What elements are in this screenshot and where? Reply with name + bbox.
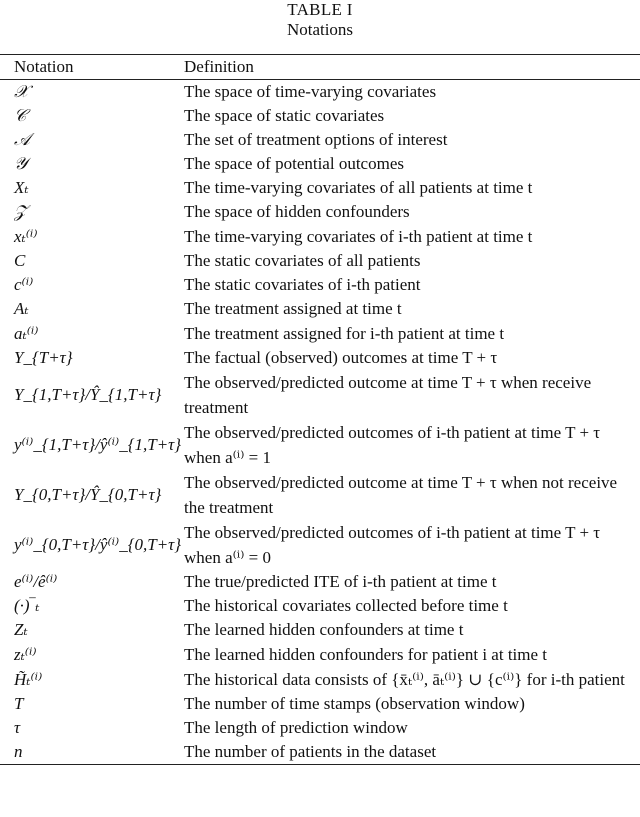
definition-cell: The length of prediction window xyxy=(184,718,408,737)
notation-cell: aₜ⁽ⁱ⁾ xyxy=(14,324,39,343)
table-row xyxy=(0,370,640,420)
definition-cell: The set of treatment options of interest xyxy=(184,130,448,149)
table-caption xyxy=(0,0,640,40)
definition-cell: The static covariates of i-th patient xyxy=(184,275,421,294)
notation-cell: Aₜ xyxy=(14,299,29,318)
notation-cell: τ xyxy=(14,718,21,737)
notation-cell: 𝒳 xyxy=(14,82,29,101)
notation-cell: C xyxy=(14,251,26,270)
table-row xyxy=(0,716,640,740)
notation-cell: n xyxy=(14,742,23,761)
definition-cell: The time-varying covariates of all patients at time t xyxy=(184,178,533,197)
definition-cell: The treatment assigned for i-th patient at time t xyxy=(184,324,505,343)
definition-cell: The observed/predicted outcomes of i-th patient at time T + τ when a⁽ⁱ⁾ = 0 xyxy=(184,523,601,567)
definition-cell: The learned hidden confounders for patient i at time t xyxy=(184,645,548,664)
table-row xyxy=(0,346,640,370)
header-notation: Notation xyxy=(14,57,74,76)
table-row xyxy=(0,520,640,570)
table-row xyxy=(0,200,640,224)
table-title: Notations xyxy=(286,20,354,39)
header-definition: Definition xyxy=(184,57,254,76)
table-row xyxy=(0,740,640,765)
definition-cell: The factual (observed) outcomes at time T + τ xyxy=(184,348,498,367)
table-row xyxy=(0,273,640,297)
definition-cell: The treatment assigned at time t xyxy=(184,299,402,318)
notation-cell: y⁽ⁱ⁾_{1,T+τ}/ŷ⁽ⁱ⁾_{1,T+τ} xyxy=(14,435,182,454)
table-row xyxy=(0,80,640,105)
table-row xyxy=(0,570,640,594)
definition-cell: The true/predicted ITE of i-th patient at time t xyxy=(184,572,497,591)
definition-cell: The observed/predicted outcomes of i-th patient at time T + τ when a⁽ⁱ⁾ = 1 xyxy=(184,423,601,467)
definition-cell: The observed/predicted outcome at time T + τ when not receive the treatment xyxy=(184,473,618,517)
notation-cell: c⁽ⁱ⁾ xyxy=(14,275,34,294)
table-row xyxy=(0,104,640,128)
definition-cell: The learned hidden confounders at time t xyxy=(184,620,464,639)
table-row xyxy=(0,594,640,618)
table-row xyxy=(0,470,640,520)
notation-cell: T xyxy=(14,694,24,713)
notation-cell: e⁽ⁱ⁾/ê⁽ⁱ⁾ xyxy=(14,572,58,591)
notation-cell: H̃ₜ⁽ⁱ⁾ xyxy=(14,669,43,689)
definition-cell: The static covariates of all patients xyxy=(184,251,421,270)
notation-cell: Xₜ xyxy=(14,178,29,197)
table-row xyxy=(0,176,640,200)
header-row xyxy=(0,55,640,80)
notation-cell: Y_{0,T+τ}/Ŷ_{0,T+τ} xyxy=(14,485,162,504)
notation-cell: 𝒵 xyxy=(14,202,27,221)
table-row xyxy=(0,667,640,692)
definition-cell: The number of time stamps (observation window) xyxy=(184,694,525,713)
notation-cell: 𝒞 xyxy=(14,106,27,125)
notation-cell: zₜ⁽ⁱ⁾ xyxy=(14,645,37,664)
definition-cell: The number of patients in the dataset xyxy=(184,742,437,761)
table-row xyxy=(0,420,640,470)
table-row xyxy=(0,692,640,716)
notation-cell: 𝒴 xyxy=(14,154,28,173)
notation-cell: Y_{1,T+τ}/Ŷ_{1,T+τ} xyxy=(14,385,162,404)
definition-cell: The historical data consists of {x̄ₜ⁽ⁱ⁾, āₜ⁽ⁱ⁾} ∪ {c⁽ⁱ⁾} for i-th patient xyxy=(184,670,625,689)
table-row xyxy=(0,297,640,321)
table-row xyxy=(0,128,640,152)
table-row xyxy=(0,224,640,249)
definition-cell: The space of potential outcomes xyxy=(184,154,404,173)
table-row xyxy=(0,152,640,176)
notation-cell: y⁽ⁱ⁾_{0,T+τ}/ŷ⁽ⁱ⁾_{0,T+τ} xyxy=(14,535,182,554)
definition-cell: The space of time-varying covariates xyxy=(184,82,437,101)
table-row xyxy=(0,642,640,667)
definition-cell: The observed/predicted outcome at time T + τ when receive treatment xyxy=(184,373,592,417)
notation-cell: (·)‾ₜ xyxy=(14,596,40,615)
definition-cell: The space of static covariates xyxy=(184,106,385,125)
notation-cell: 𝒜 xyxy=(14,130,31,149)
notation-cell: Y_{T+τ} xyxy=(14,348,73,367)
table-label: TABLE I xyxy=(287,0,353,19)
notation-cell: Zₜ xyxy=(14,620,28,639)
notations-table xyxy=(0,54,640,765)
definition-cell: The space of hidden confounders xyxy=(184,202,410,221)
notation-cell: xₜ⁽ⁱ⁾ xyxy=(14,227,38,246)
definition-cell: The time-varying covariates of i-th patient at time t xyxy=(184,227,533,246)
table-row xyxy=(0,321,640,346)
table-row xyxy=(0,249,640,273)
table-row xyxy=(0,618,640,642)
definition-cell: The historical covariates collected before time t xyxy=(184,596,508,615)
